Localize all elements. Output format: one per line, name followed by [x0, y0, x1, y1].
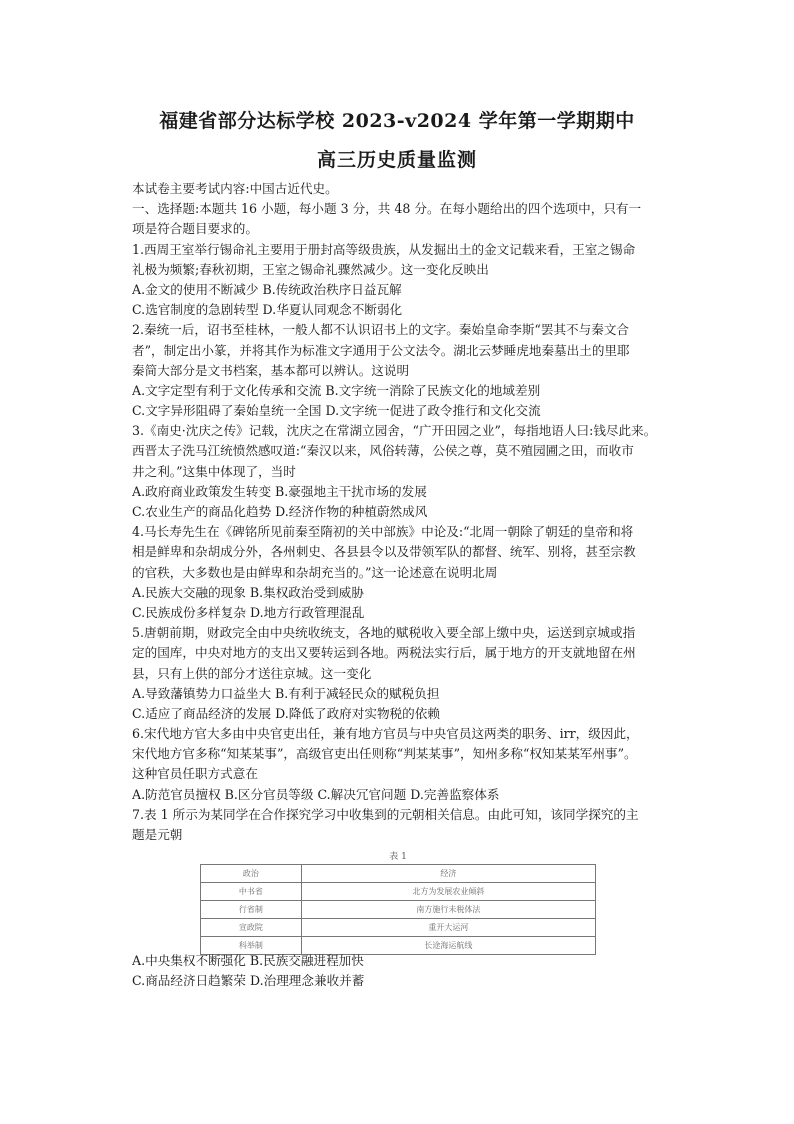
exam-title-line1: 福建省部分达标学校 2023-v2024 学年第一学期期中 [159, 110, 635, 132]
table-1 [200, 850, 596, 955]
yuan-info-table [200, 864, 596, 955]
table-row [201, 883, 596, 901]
table-cell: 宣政院 [201, 919, 302, 937]
table-header-cell: 政治 [201, 865, 302, 883]
text-line: 县，只有上供的部分才送往京城。这一变化 [132, 665, 372, 681]
text-line: C.农业生产的商品化趋势 D.经济作物的种植蔚然成风 [132, 504, 428, 519]
text-line: C.文字异形阻碍了秦始皇统一全国 D.文字统一促进了政令推行和文化交流 [132, 403, 541, 419]
text-line: 本试卷主要考试内容:中国古近代史。 [132, 181, 338, 196]
text-line: 相是鲜卑和杂胡成分外，各州刺史、各县县令以及带领军队的都督、统军、别将，甚至宗教 [132, 544, 636, 560]
text-line: C.商品经济日趋繁荣 D.治理理念兼收并蓄 [132, 973, 365, 989]
text-line: A.导致藩镇势力口益坐大 B.有利于减轻民众的赋税负担 [132, 685, 440, 701]
text-line: 秦简大部分是文书档案，基本都可以辨认。这说明 [132, 362, 410, 378]
text-line: A.中央集权不断强化 B.民族交融进程加快 [132, 953, 364, 968]
text-line: C.民族成份多样复杂 D.地方行政管理混乱 [132, 604, 365, 620]
text-line: 者”，制定出小篆，并将其作为标准文字通用于公文法令。湖北云梦睡虎地秦墓出土的里耶 [132, 342, 630, 358]
text-line: A.金文的使用不断减少 B.传统政治秩序日益瓦解 [132, 281, 402, 297]
text-line: 2.秦统一后，诏书至桂林，一般人都不认识诏书上的文字。秦始皇命李斯“罢其不与秦文合 [132, 322, 630, 338]
text-line: 这种官员任职方式意在 [132, 766, 258, 782]
table-row [201, 919, 596, 937]
exam-body [132, 179, 667, 845]
text-line: 3.《南史·沈庆之传》记载，沈庆之在常湖立园舍，“广开田园之业”，每指地语人曰:钱尽此来。 [132, 423, 657, 439]
table-cell: 科举制 [201, 937, 302, 955]
text-line: 4.马长寿先生在《碑铭所见前秦至隋初的关中部族》中论及:“北周一朝除了朝廷的皇帝和将 [132, 524, 634, 540]
text-line: 5.唐朝前期，财政完全由中央统收统支，各地的赋税收入要全部上缴中央，运送到京城或指 [132, 625, 636, 641]
text-line: 7.表 1 所示为某同学在合作探究学习中收集到的元朝相关信息。由此可知，该同学探究的主 [132, 806, 639, 822]
table-cell: 行省制 [201, 901, 302, 919]
table-caption: 表 1 [389, 852, 407, 862]
question-7-options [132, 951, 667, 991]
text-line: 定的国库，中央对地方的支出又要转运到各地。两税法实行后，属于地方的开支就地留在州 [132, 645, 636, 661]
text-line: 的官秩，大多数也是由鲜卑和杂胡充当的。”这一论述意在说明北周 [132, 564, 498, 580]
text-line: 井之利。”这集中体现了，当时 [132, 463, 296, 479]
text-line: 1.西周王室举行锡命礼主要用于册封高等级贵族，从发掘出土的金文记载来看，王室之锡命 [132, 241, 636, 257]
table-cell: 长途海运航线 [301, 937, 595, 955]
text-line: A.文字定型有利于文化传承和交流 B.文字统一消除了民族文化的地域差别 [132, 382, 541, 398]
text-line: A.民族大交融的现象 B.集权政治受到威胁 [132, 584, 364, 600]
table-cell: 北方为发展农业倾斜 [301, 883, 595, 901]
table-row [201, 901, 596, 919]
text-line: 一、选择题:本题共 16 小题，每小题 3 分，共 48 分。在每小题给出的四个选项中，只有一 [132, 201, 642, 217]
text-line: 6.宋代地方官大多由中央官吏出任，兼有地方官员与中央官员这两类的职务、irr，级因此， [132, 726, 639, 742]
text-line: 礼极为频繁;春秋初期，王室之锡命礼骤然减少。这一变化反映出 [132, 261, 489, 277]
text-line: 题是元朝 [132, 827, 183, 842]
text-line: 西晋太子洗马江统愤然感叹道:“秦汉以来，风俗转薄，公侯之尊，莫不殖园圃之田，而收市 [132, 443, 634, 459]
text-line: C.选官制度的急剧转型 D.华夏认同观念不断弱化 [132, 302, 403, 318]
text-line: 项是符合题目要求的。 [132, 221, 258, 237]
table-cell: 中书省 [201, 883, 302, 901]
table-header-cell: 经济 [301, 865, 595, 883]
table-cell: 重开大运河 [301, 919, 595, 937]
table-header-row [201, 865, 596, 883]
text-line: A.政府商业政策发生转变 B.豪强地主干扰市场的发展 [132, 483, 427, 499]
exam-title-line2: 高三历史质量监测 [316, 149, 477, 171]
text-line: A.防范官员擅权 B.区分官员等级 C.解决冗官问题 D.完善监察体系 [132, 786, 500, 802]
table-cell: 南方施行未税体法 [301, 901, 595, 919]
text-line: C.适应了商品经济的发展 D.降低了政府对实物税的依赖 [132, 705, 440, 721]
text-line: 宋代地方官多称“知某某事”，高级官吏出任则称“判某某事”，知州多称“权知某某军州事”。 [132, 746, 637, 762]
